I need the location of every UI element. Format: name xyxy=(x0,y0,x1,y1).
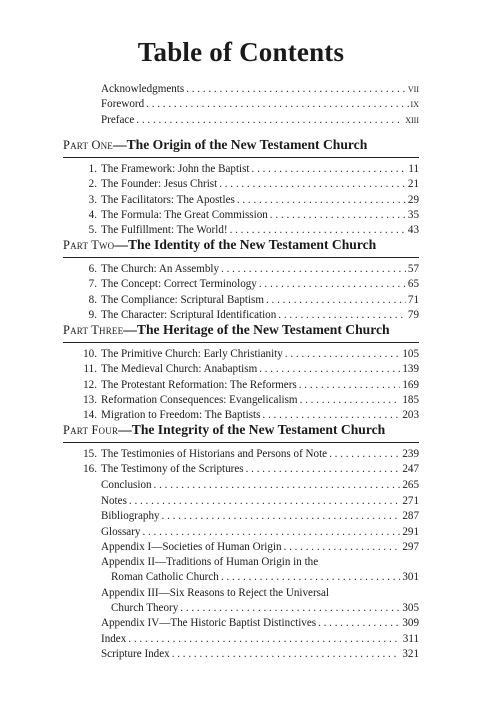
entry-title: Foreword xyxy=(101,98,145,111)
entry-page: 301 xyxy=(402,571,419,584)
toc-entry-appendix-4[interactable] xyxy=(63,616,419,631)
toc-entry-appendix-3-line-1[interactable] xyxy=(63,586,419,601)
entry-page: 11 xyxy=(408,163,419,175)
entry-title: Acknowledgments xyxy=(101,83,185,95)
chapter-number: 6. xyxy=(88,263,97,275)
entry-title: Appendix I—Societies of Human Origin xyxy=(101,540,282,553)
entry-page: 65 xyxy=(407,278,419,291)
dot-leader xyxy=(300,393,401,408)
toc-entry-appendix-2-line-1[interactable] xyxy=(63,555,419,570)
dot-leader xyxy=(237,193,406,208)
toc-entry-appendix-2-line-2[interactable] xyxy=(63,570,419,585)
part-title[interactable]: The Heritage of the New Testament Church xyxy=(136,322,390,337)
entry-page: 169 xyxy=(402,378,419,391)
entry-title: Glossary xyxy=(101,525,141,538)
entry-page: ix xyxy=(410,98,419,111)
toc-entry-chapter-12[interactable] xyxy=(63,378,419,393)
toc-entry-chapter-16[interactable] xyxy=(63,462,419,477)
entry-title: Bibliography xyxy=(101,510,160,523)
front-matter xyxy=(63,82,419,128)
part-heading xyxy=(63,421,419,443)
dot-leader xyxy=(154,478,401,493)
part-label: Part Four xyxy=(63,423,119,437)
dot-leader xyxy=(129,494,400,509)
entry-title: The Founder: Jesus Christ xyxy=(101,178,218,191)
entry-page: 311 xyxy=(402,632,419,645)
dot-leader xyxy=(180,601,400,616)
entry-title: The Church: An Assembly xyxy=(101,263,220,275)
part-heading xyxy=(63,136,419,158)
dot-leader xyxy=(142,525,400,540)
toc-entry-chapter-15[interactable] xyxy=(63,447,419,462)
dot-leader xyxy=(186,82,406,97)
entry-title: The Facilitators: The Apostles xyxy=(101,193,235,206)
part-dash: — xyxy=(114,237,128,252)
dot-leader xyxy=(172,647,401,662)
part-title[interactable]: The Origin of the New Testament Church xyxy=(126,137,368,152)
entry-title: The Protestant Reformation: The Reformers xyxy=(101,378,297,391)
back-matter xyxy=(63,494,419,662)
dot-leader xyxy=(299,378,401,393)
toc-entry-glossary[interactable] xyxy=(63,525,419,540)
entry-page: 43 xyxy=(407,224,419,237)
dot-leader xyxy=(318,616,400,631)
entry-page: 321 xyxy=(402,647,419,660)
part-label: Part One xyxy=(63,138,113,152)
entry-title: The Framework: John the Baptist xyxy=(101,163,250,175)
dot-leader xyxy=(284,540,401,555)
entry-page: 247 xyxy=(402,463,419,476)
toc-entry-chapter-1[interactable] xyxy=(63,162,419,177)
entry-page: 57 xyxy=(407,263,419,275)
entry-page: 309 xyxy=(402,617,419,630)
entry-title: Conclusion xyxy=(101,478,152,491)
chapter-number: 5. xyxy=(88,224,97,237)
chapter-number: 13. xyxy=(83,393,97,406)
chapter-number: 15. xyxy=(83,448,97,460)
chapter-number: 4. xyxy=(88,208,97,221)
dot-leader xyxy=(136,113,403,128)
entry-title: Reformation Consequences: Evangelicalism xyxy=(101,393,298,406)
entry-title: The Testimonies of Historians and Persons of Note xyxy=(101,448,328,460)
entry-page: 287 xyxy=(402,510,419,523)
part-dash: — xyxy=(123,322,137,337)
entry-title: The Medieval Church: Anabaptism xyxy=(101,363,258,376)
part-title[interactable]: The Identity of the New Testament Church xyxy=(127,237,377,252)
entry-page: 305 xyxy=(402,602,419,615)
part-three-section xyxy=(63,321,419,423)
entry-title: The Concept: Correct Terminology xyxy=(101,278,257,291)
dot-leader xyxy=(146,97,408,112)
entry-page: 21 xyxy=(407,178,419,191)
chapter-number: 16. xyxy=(83,463,97,476)
entry-title: The Compliance: Scriptural Baptism xyxy=(101,293,264,306)
entry-title: Preface xyxy=(101,113,135,126)
toc-entry-conclusion[interactable] xyxy=(63,478,419,493)
entry-title: The Testimony of the Scriptures xyxy=(101,463,244,476)
toc-entry-notes[interactable] xyxy=(63,494,419,509)
entry-page: 297 xyxy=(402,540,419,553)
entry-title: Appendix IV—The Historic Baptist Distinctives xyxy=(101,617,317,630)
toc-entry-chapter-13[interactable] xyxy=(63,393,419,408)
toc-entry-chapter-4[interactable] xyxy=(63,208,419,223)
toc-entry-chapter-6[interactable] xyxy=(63,262,419,277)
chapter-number: 12. xyxy=(83,378,97,391)
part-dash: — xyxy=(118,422,132,437)
entry-page: 105 xyxy=(402,348,419,360)
entry-page: 29 xyxy=(407,193,419,206)
toc-entry-appendix-3-line-2[interactable] xyxy=(63,601,419,616)
part-four-section xyxy=(63,421,419,493)
entry-page: 79 xyxy=(407,308,419,321)
entry-page: 139 xyxy=(402,363,419,376)
dot-leader xyxy=(259,362,400,377)
toc-entry-bibliography[interactable] xyxy=(63,509,419,524)
toc-entry-chapter-8[interactable] xyxy=(63,293,419,308)
chapter-number: 11. xyxy=(83,363,97,376)
toc-entry-preface[interactable] xyxy=(63,113,419,128)
toc-entry-appendix-1[interactable] xyxy=(63,540,419,555)
chapter-number: 2. xyxy=(88,178,97,191)
dot-leader xyxy=(162,509,401,524)
dot-leader xyxy=(266,293,406,308)
entry-title: Appendix III—Six Reasons to Reject the Universal xyxy=(101,586,329,599)
dot-leader xyxy=(259,277,406,292)
entry-page: 265 xyxy=(402,478,419,491)
toc-entry-chapter-3[interactable] xyxy=(63,193,419,208)
dot-leader xyxy=(221,570,401,585)
part-dash: — xyxy=(113,137,127,152)
entry-page: 203 xyxy=(402,409,419,422)
toc-entry-scripture-index[interactable] xyxy=(63,647,419,662)
entry-page: 291 xyxy=(402,525,419,538)
chapter-number: 8. xyxy=(88,293,97,306)
chapter-number: 14. xyxy=(83,409,97,422)
entry-page: xiii xyxy=(405,113,419,126)
dot-leader xyxy=(270,208,406,223)
dot-leader xyxy=(252,162,407,177)
entry-page: 185 xyxy=(402,393,419,406)
dot-leader xyxy=(128,632,401,647)
toc-entry-foreword[interactable] xyxy=(63,97,419,112)
entry-title: Notes xyxy=(101,495,127,507)
entry-title-continuation: Roman Catholic Church xyxy=(111,571,219,584)
entry-page: 239 xyxy=(402,448,419,460)
entry-page: 271 xyxy=(402,495,419,507)
entry-page: vii xyxy=(407,83,419,95)
entry-title: The Fulfillment: The World! xyxy=(101,224,228,237)
entry-page: 71 xyxy=(407,293,419,306)
toc-entry-index[interactable] xyxy=(63,632,419,647)
part-label: Part Three xyxy=(63,323,124,337)
part-label: Part Two xyxy=(63,238,115,252)
part-title[interactable]: The Integrity of the New Testament Church xyxy=(131,422,386,437)
dot-leader xyxy=(219,177,406,192)
part-one-section xyxy=(63,136,419,238)
chapter-number: 9. xyxy=(88,308,97,321)
toc-entry-chapter-11[interactable] xyxy=(63,362,419,377)
dot-leader xyxy=(285,347,401,362)
page-title: Table of Contents xyxy=(137,37,345,67)
entry-title: Migration to Freedom: The Baptists xyxy=(101,409,261,422)
toc-entry-chapter-10[interactable] xyxy=(63,347,419,362)
dot-leader xyxy=(329,447,400,462)
chapter-number: 7. xyxy=(88,278,97,291)
entry-title: Scripture Index xyxy=(101,647,170,660)
entry-title-continuation: Church Theory xyxy=(111,602,179,615)
chapter-number: 10. xyxy=(83,348,97,360)
part-two-section xyxy=(63,236,419,323)
part-heading xyxy=(63,236,419,258)
part-heading xyxy=(63,321,419,343)
toc-entry-acknowledgments[interactable] xyxy=(63,82,419,97)
chapter-number: 3. xyxy=(88,193,97,206)
toc-entry-chapter-2[interactable] xyxy=(63,177,419,192)
entry-title: The Character: Scriptural Identification xyxy=(101,308,277,321)
entry-title: The Formula: The Great Commission xyxy=(101,208,268,221)
entry-title: Index xyxy=(101,632,127,645)
dot-leader xyxy=(221,262,406,277)
toc-entry-chapter-7[interactable] xyxy=(63,277,419,292)
chapter-number: 1. xyxy=(88,163,97,175)
dot-leader xyxy=(246,462,401,477)
entry-title: The Primitive Church: Early Christianity xyxy=(101,348,283,360)
entry-page: 35 xyxy=(407,208,419,221)
entry-title: Appendix II—Traditions of Human Origin in the xyxy=(101,556,319,569)
